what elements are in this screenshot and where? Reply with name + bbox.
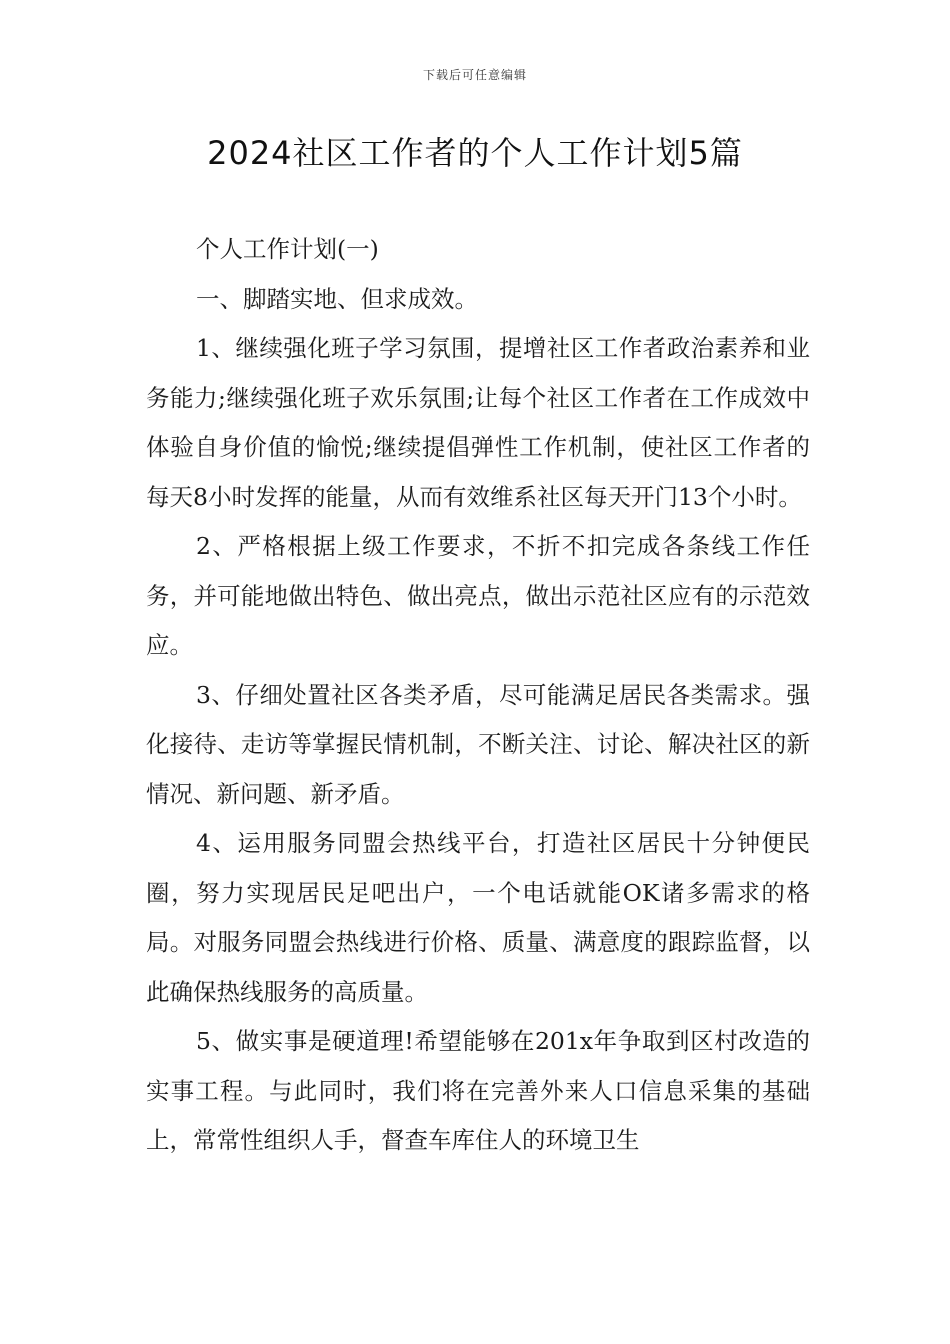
subsection-heading: 一、脚踏实地、但求成效。 <box>196 284 478 313</box>
paragraph-1: 1、继续强化班子学习氛围，提增社区工作者政治素养和业务能力;继续强化班子欢乐氛围;让每个社区工作者在工作成效中体验自身价值的愉悦;继续提倡弹性工作机制，使社区工作者的每天8小时发挥的能量，从而有效维系社区每天开门13个小时。 <box>146 334 810 511</box>
page-header-note: 下载后可任意编辑 <box>422 68 527 82</box>
document-body <box>146 225 810 1166</box>
paragraph-3: 3、仔细处置社区各类矛盾，尽可能满足居民各类需求。强化接待、走访等掌握民情机制，不断关注、讨论、解决社区的新情况、新问题、新矛盾。 <box>146 680 810 808</box>
paragraph-5: 5、做实事是硬道理!希望能够在201x年争取到区村改造的实事工程。与此同时，我们将在完善外来人口信息采集的基础上，常常性组织人手，督查车库住人的环境卫生 <box>146 1027 810 1154</box>
document-title: 2024社区工作者的个人工作计划5篇 <box>207 134 743 172</box>
paragraph-4: 4、运用服务同盟会热线平台，打造社区居民十分钟便民圈，努力实现居民足吧出户，一个电话就能OK诸多需求的格局。对服务同盟会热线进行价格、质量、满意度的跟踪监督，以此确保热线服务的高质量。 <box>146 829 810 1006</box>
section-heading: 个人工作计划(一) <box>196 235 379 263</box>
paragraph-2: 2、严格根据上级工作要求，不折不扣完成各条线工作任务，并可能地做出特色、做出亮点，做出示范社区应有的示范效应。 <box>146 532 810 659</box>
